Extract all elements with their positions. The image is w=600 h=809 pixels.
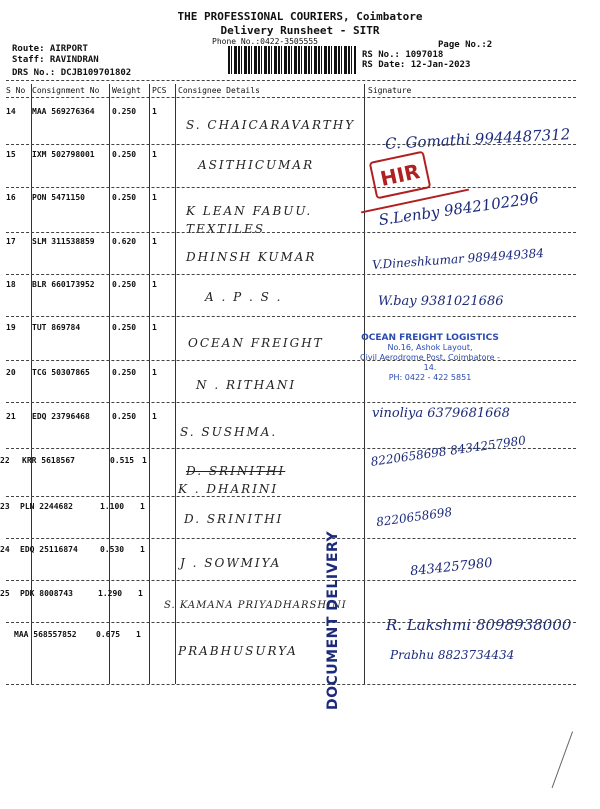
signature: R. Lakshmi 8098938000 <box>386 616 572 634</box>
row-weight: 0.250 <box>112 107 137 116</box>
row-consignment: KRR 5618567 <box>22 456 75 465</box>
stamp-line: OCEAN FREIGHT LOGISTICS <box>361 333 499 343</box>
row-consignment: EDQ 23796468 <box>32 412 90 421</box>
route: Route: AIRPORT <box>12 44 88 54</box>
row-separator <box>6 232 576 233</box>
struck-consignee: D. SRINITHI <box>186 464 286 478</box>
row-separator <box>6 496 576 497</box>
row-weight: 0.250 <box>112 150 137 159</box>
row-consignment: TUT 869784 <box>32 323 81 332</box>
consignee-handwritten: D. SRINITHI <box>184 512 284 526</box>
consignee-handwritten: N . RITHANI <box>196 378 297 392</box>
row-weight: 0.250 <box>112 412 137 421</box>
consignee-handwritten: S. KAMANA PRIYADHARSHINI <box>164 600 347 611</box>
consignee-handwritten: K LEAN FABUU. TEXTILES <box>186 204 313 236</box>
row-weight: 0.250 <box>112 280 137 289</box>
row-pcs: 1 <box>140 502 145 511</box>
col-sno: S No <box>6 86 26 95</box>
consignee-handwritten: S. CHAICARAVARTHY <box>186 118 356 132</box>
company-name: THE PROFESSIONAL COURIERS, Coimbatore <box>177 10 423 23</box>
page-fold <box>552 731 600 808</box>
row-weight: 0.530 <box>100 545 125 554</box>
drs-number: DRS No.: DCJB109701802 <box>12 68 132 78</box>
row-pcs: 1 <box>152 368 157 377</box>
signature: 8220658698 <box>375 504 453 530</box>
row-weight: 1.100 <box>100 502 125 511</box>
row-sno: 20 <box>6 368 16 377</box>
consignee-handwritten: K . DHARINI <box>178 482 279 496</box>
col-divider <box>175 84 176 684</box>
signature: W.bay 9381021686 <box>378 294 504 309</box>
row-separator <box>6 187 576 188</box>
signature: Prabhu 8823734434 <box>390 648 515 662</box>
header-rule-bottom <box>6 97 576 98</box>
staff: Staff: RAVINDRAN <box>12 55 99 65</box>
row-separator <box>6 684 576 685</box>
row-separator <box>6 538 576 539</box>
stamp-line: PH: 0422 - 422 5851 <box>388 373 472 382</box>
col-pcs: PCS <box>152 86 167 95</box>
consignee-handwritten: A . P . S . <box>205 290 283 304</box>
row-sno: 21 <box>6 412 16 421</box>
row-sno: 16 <box>6 193 16 202</box>
row-consignment: PLN 2244682 <box>20 502 73 511</box>
consignee-handwritten: DHINSH KUMAR <box>186 250 317 264</box>
stamp-line: Civil Aerodrome Post, Coimbatore - 14. <box>360 353 500 372</box>
row-consignment: EDQ 25116874 <box>20 545 78 554</box>
row-separator <box>6 402 576 403</box>
signature: vinoliya 6379681668 <box>372 406 510 421</box>
col-divider <box>364 84 365 684</box>
row-consignment: PDK 8008743 <box>20 589 73 598</box>
row-separator <box>6 144 576 145</box>
row-consignment: MAA 569276364 <box>32 107 95 116</box>
col-weight: Weight <box>112 86 141 95</box>
row-weight: 0.250 <box>112 323 137 332</box>
consignee-handwritten: S. SUSHMA. <box>180 425 278 439</box>
row-consignment: BLR 660173952 <box>32 280 95 289</box>
row-consignment: PON 5471150 <box>32 193 85 202</box>
row-sno: 15 <box>6 150 16 159</box>
sheet-title: Delivery Runsheet - SITR <box>220 24 380 37</box>
signature: C. Gomathi 9944487312 <box>384 125 571 153</box>
row-sno: 14 <box>6 107 16 116</box>
phone-number: Phone No.:0422-3505555 <box>212 37 318 46</box>
rs-number: RS No.: 1097018 <box>362 50 444 60</box>
row-separator <box>6 580 576 581</box>
row-pcs: 1 <box>152 237 157 246</box>
signature: 8220658698 8434257980 <box>369 433 527 469</box>
row-sno: 18 <box>6 280 16 289</box>
row-pcs: 1 <box>152 150 157 159</box>
row-pcs: 1 <box>152 412 157 421</box>
row-pcs: 1 <box>152 323 157 332</box>
signature: V.Dineshkumar 9894949384 <box>371 246 545 272</box>
row-pcs: 1 <box>136 630 141 639</box>
signature: S.Lenby 9842102296 <box>377 188 540 230</box>
row-sno: 24 <box>0 545 10 554</box>
row-sno: 22 <box>0 456 10 465</box>
row-weight: 0.620 <box>112 237 137 246</box>
row-weight: 0.250 <box>112 368 137 377</box>
row-consignment: MAA 568557852 <box>14 630 77 639</box>
consignee-handwritten: ASITHICUMAR <box>198 158 315 172</box>
row-pcs: 1 <box>142 456 147 465</box>
consignee-handwritten: PRABHUSURYA <box>178 644 298 658</box>
row-consignment: TCG 50307865 <box>32 368 90 377</box>
consignee-handwritten: J . SOWMIYA <box>180 556 282 570</box>
row-separator <box>6 316 576 317</box>
header-rule <box>6 80 576 81</box>
row-weight: 0.515 <box>110 456 135 465</box>
red-stamp: HIR <box>369 151 432 200</box>
signature: 8434257980 <box>409 555 494 580</box>
col-divider <box>149 84 150 684</box>
row-pcs: 1 <box>152 107 157 116</box>
consignee-handwritten: OCEAN FREIGHT <box>188 336 324 350</box>
barcode <box>228 46 356 74</box>
row-sno: 23 <box>0 502 10 511</box>
rs-date: RS Date: 12-Jan-2023 <box>362 60 471 70</box>
row-weight: 0.675 <box>96 630 121 639</box>
row-pcs: 1 <box>140 545 145 554</box>
col-consignment: Consignment No <box>32 86 100 95</box>
row-separator <box>6 622 576 623</box>
row-sno: 19 <box>6 323 16 332</box>
col-signature: Signature <box>368 86 412 95</box>
stamp-text: DOCUMENT DELIVERY <box>325 530 341 710</box>
row-weight: 0.250 <box>112 193 137 202</box>
row-consignment: IXM 502798001 <box>32 150 95 159</box>
row-consignment: SLM 311538859 <box>32 237 95 246</box>
col-consignee: Consignee Details <box>178 86 260 95</box>
row-pcs: 1 <box>138 589 143 598</box>
row-weight: 1.290 <box>98 589 123 598</box>
row-sno: 25 <box>0 589 10 598</box>
page-number: Page No.:2 <box>438 40 493 50</box>
row-sno: 17 <box>6 237 16 246</box>
ocean-freight-stamp <box>355 333 505 383</box>
row-separator <box>6 360 576 361</box>
row-pcs: 1 <box>152 193 157 202</box>
document-delivery-stamp <box>325 530 347 710</box>
stamp-line: No.16, Ashok Layout, <box>387 343 473 352</box>
row-separator <box>6 274 576 275</box>
row-pcs: 1 <box>152 280 157 289</box>
